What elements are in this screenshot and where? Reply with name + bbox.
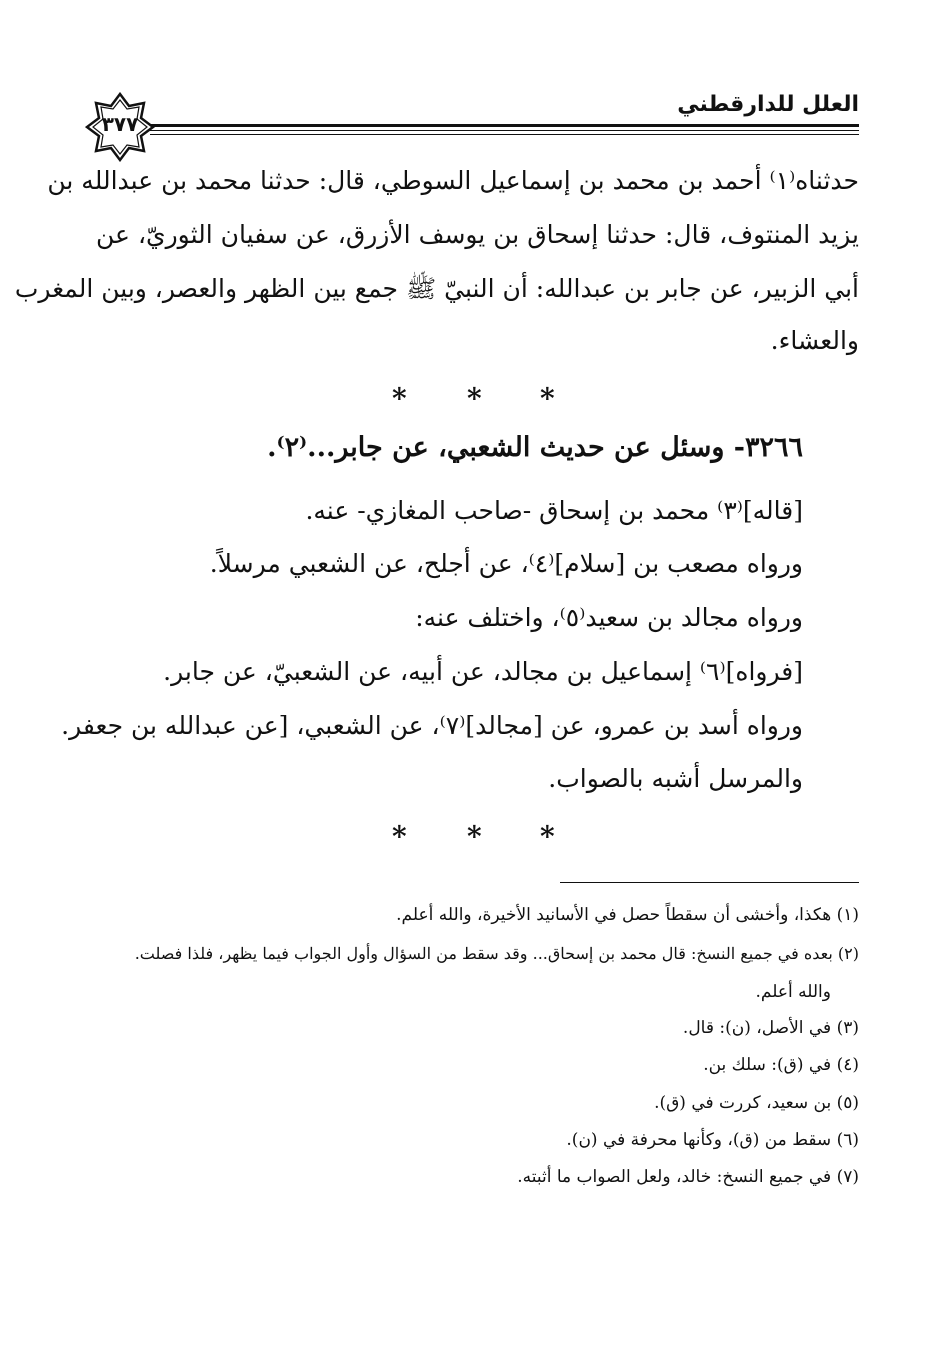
separator-star: * <box>467 820 482 853</box>
separator-star: * <box>392 382 407 415</box>
page-number-badge <box>85 92 155 162</box>
footnote: (٣) في الأصل، (ن): قال. <box>682 1018 859 1038</box>
page-number: ٣٧٧ <box>101 112 139 136</box>
header-rule-thick <box>150 124 859 127</box>
body-line: حدثناه⁽١⁾ أحمد بن محمد بن إسماعيل السوطي، قال: حدثنا محمد بن عبدالله بن <box>47 166 859 195</box>
entry-heading: ٣٢٦٦- وسئل عن حديث الشعبي، عن جابر...⁽٢⁾. <box>267 432 803 463</box>
body-line: ورواه مجالد بن سعيد⁽٥⁾، واختلف عنه: <box>415 603 803 632</box>
separator-star: * <box>540 382 555 415</box>
body-line: والعشاء. <box>770 326 859 355</box>
body-line: [قاله]⁽٣⁾ محمد بن إسحاق -صاحب المغازي- عنه. <box>305 496 803 525</box>
body-line: ورواه أسد بن عمرو، عن [مجالد]⁽٧⁾، عن الشعبي، [عن عبدالله بن جعفر. <box>61 711 803 740</box>
running-title: العلل للدارقطني <box>677 92 859 117</box>
footnote-continuation: والله أعلم. <box>755 982 831 1002</box>
footnote: (٢) بعده في جميع النسخ: قال محمد بن إسحاق... وقد سقط من السؤال وأول الجواب فيما يظهر، فلذا فصلت. <box>134 944 859 963</box>
separator-star: * <box>392 820 407 853</box>
footnote-rule <box>560 882 859 883</box>
footnote: (٥) بن سعيد، كررت في (ق). <box>654 1093 859 1113</box>
header-rule-thin <box>150 130 859 131</box>
body-line: يزيد المنتوف، قال: حدثنا إسحاق بن يوسف الأزرق، عن سفيان الثوريّ، عن <box>96 220 859 249</box>
footnote: (٦) سقط من (ق)، وكأنها محرفة في (ن). <box>566 1130 859 1150</box>
body-line: [فرواه]⁽٦⁾ إسماعيل بن مجالد، عن أبيه، عن الشعبيّ، عن جابر. <box>163 657 803 686</box>
header-rule-thin-2 <box>150 134 859 135</box>
separator-star: * <box>540 820 555 853</box>
body-line: ورواه مصعب بن [سلام]⁽٤⁾، عن أجلح، عن الشعبي مرسلاً. <box>209 549 803 578</box>
separator-star: * <box>467 382 482 415</box>
body-line: أبي الزبير، عن جابر بن عبدالله: أن النبيّ ﷺ جمع بين الظهر والعصر، وبين المغرب <box>14 274 859 303</box>
body-line: والمرسل أشبه بالصواب. <box>548 764 803 793</box>
footnote: (٧) في جميع النسخ: خالد، ولعل الصواب ما أثبته. <box>517 1167 859 1187</box>
footnote: (٤) في (ق): سلك بن. <box>703 1055 859 1075</box>
footnote: (١) هكذا، وأخشى أن سقطاً حصل في الأسانيد الأخيرة، والله أعلم. <box>396 905 859 925</box>
